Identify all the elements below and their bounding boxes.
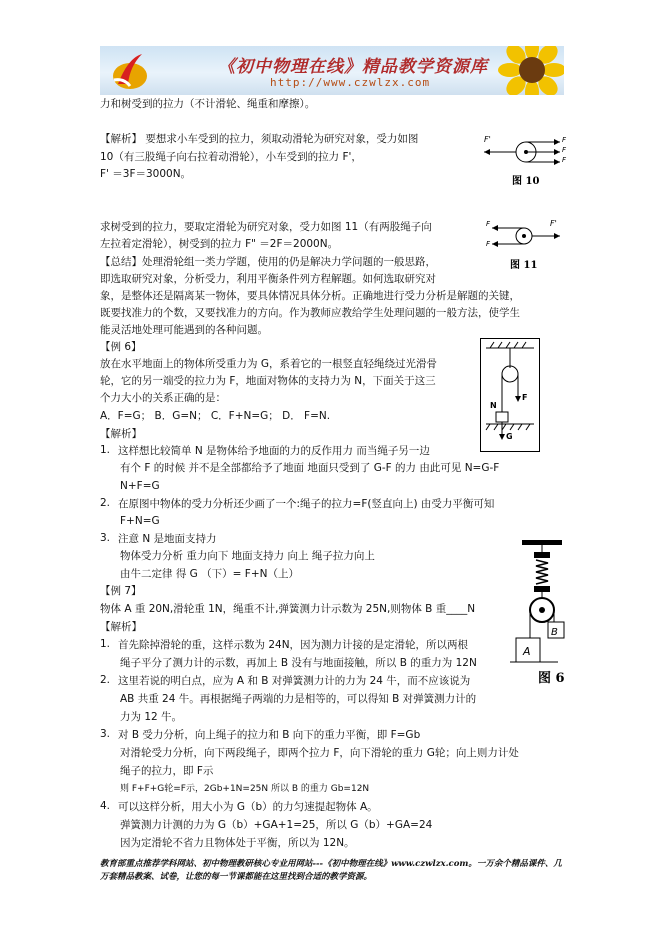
fig10-label-right: F [562, 156, 567, 164]
fig10-caption: 图 10 [512, 176, 540, 187]
text-line: 有个 F 的时候 并不是全部都给予了地面 地面只受到了 G-F 的力 由此可见 N=G-F [120, 462, 500, 474]
fig10-label-right: F [562, 136, 567, 144]
block-A-label: A [523, 645, 531, 658]
text-line: 由牛二定律 得 G （下）= F+N（上） [120, 568, 299, 580]
text-line: 力和树受到的拉力（不计滑轮、绳重和摩擦）。 [100, 98, 316, 110]
list-number: 1. [100, 444, 111, 456]
site-logo-icon [108, 50, 148, 92]
text-line: 物体 A 重 20N,滑轮重 1N，绳重不计,弹簧测力计示数为 25N,则物体 B 重____N [100, 603, 476, 615]
figure-6-spring-balance-pulley [508, 538, 576, 688]
example-6-heading: 【例 6】 [100, 341, 142, 353]
text-line: 注意 N 是地面支持力 [118, 533, 217, 545]
label-F: F [522, 393, 528, 402]
header-title: 《初中物理在线》精品教学资源库 [218, 57, 488, 77]
text-line: 轮，它的另一端受的拉力为 F，地面对物体的支持力为 N，下面关于这三 [100, 375, 436, 387]
text-line: F' ＝3F＝3000N。 [100, 168, 192, 180]
list-number: 3. [100, 532, 111, 544]
header-banner [100, 46, 564, 95]
text-line: AB 共重 24 牛。再根据绳子两端的力是相等的，可以得知 B 对弹簧测力计的 [120, 693, 477, 705]
fig11-label-left: F [486, 240, 491, 248]
text-line: F+N=G [120, 515, 160, 527]
label-N: N [490, 401, 497, 410]
text-line: 能灵活地处理可能遇到的各种问题。 [100, 324, 268, 336]
text-line: 因为定滑轮不省力且物体处于平衡，所以为 12N。 [120, 837, 355, 849]
analysis-heading: 【解析】 [100, 621, 142, 633]
fig6-caption: 图 6 [538, 671, 565, 686]
text-line: 求树受到的拉力，要取定滑轮为研究对象，受力如图 11（有两股绳子向 [100, 221, 432, 233]
text-line: 则 F+F+G轮=F示，2Gb+1N=25N 所以 B 的重力 Gb=12N [120, 784, 370, 794]
sunflower-icon [492, 46, 564, 95]
text-line: 弹簧测力计测的力为 G（b）+GA+1=25，所以 G（b）+GA=24 [120, 819, 433, 831]
list-number: 3. [100, 728, 111, 740]
text-line: 左拉着定滑轮），树受到的拉力 F" ＝2F＝2000N。 [100, 238, 339, 250]
text-line: 首先除掉滑轮的重，这样示数为 24N，因为测力计接的是定滑轮，所以两根 [118, 639, 469, 651]
options-line: A．F=G； B．G=N； C．F+N=G； D． F=N. [100, 410, 331, 422]
text-line: 力为 12 牛。 [120, 711, 183, 723]
text-line: 这里若说的明白点，应为 A 和 B 对弹簧测力计的力为 24 牛，而不应该说为 [118, 675, 471, 687]
list-number: 4. [100, 800, 111, 812]
list-number: 2. [100, 674, 111, 686]
fig10-label-left: F' [484, 135, 491, 144]
text-line: 绳子平分了测力计的示数，再加上 B 没有与地面接触，所以 B 的重力为 12N [120, 657, 477, 669]
fig11-caption: 图 11 [510, 260, 538, 271]
fig10-label-right: F [562, 146, 567, 154]
label-G: G [506, 432, 513, 441]
page-footer: 教育部重点推荐学科网站、初中物理教研核心专业用网站---《初中物理在线》www.czwlzx.com。一万余个精品课件、几万套精品教案、试卷，让您的每一节课都能在这里找到合适的教学资源。 [100, 859, 562, 882]
text-line: 【总结】处理滑轮组一类力学题，使用的仍是解决力学问题的一般思路， [100, 256, 436, 268]
text-line: 这样想比较简单 N 是物体给予地面的力的反作用力 而当绳子另一边 [118, 445, 430, 457]
figure-11-pulley-diagram [484, 214, 572, 272]
figure-10-pulley-diagram [482, 130, 572, 190]
text-line: 【解析】 要想求小车受到的拉力，须取动滑轮为研究对象，受力如图 [100, 133, 419, 145]
analysis-heading: 【解析】 [100, 428, 142, 440]
example-7-heading: 【例 7】 [100, 585, 142, 597]
text-line: 可以这样分析，用大小为 G（b）的力匀速提起物体 A。 [118, 801, 378, 813]
text-line: 10（有三股绳子向右拉着动滑轮），小车受到的拉力 F'， [100, 151, 362, 163]
text-line: 即选取研究对象，分析受力，利用平衡条件列方程解题。如何选取研究对 [100, 273, 436, 285]
text-line: 对滑轮受力分析，向下两段绳子，即两个拉力 F，向下滑轮的重力 G轮；向上则力计处 [120, 747, 519, 759]
list-number: 2. [100, 497, 111, 509]
text-line: 象，是整体还是隔离某一物体，要具体情况具体分析。正确地进行受力分析是解题的关键， [100, 290, 520, 302]
header-url[interactable]: http://www.czwlzx.com [270, 76, 431, 89]
example-6-pulley-figure [480, 338, 540, 452]
text-line: N+F=G [120, 480, 160, 492]
text-line: 放在水平地面上的物体所受重力为 G，系着它的一根竖直轻绳绕过光滑骨 [100, 358, 437, 370]
text-line: 对 B 受力分析，向上绳子的拉力和 B 向下的重力平衡，即 F=Gb [118, 729, 421, 741]
list-number: 1. [100, 638, 111, 650]
text-line: 物体受力分析 重力向下 地面支持力 向上 绳子拉力向上 [120, 550, 375, 562]
text-line: 既要找准力的个数，又要找准力的方向。作为教师应教给学生处理问题的一般方法，使学生 [100, 307, 520, 319]
block-B-label: B [551, 627, 558, 638]
fig11-label-left: F [486, 220, 491, 228]
text-line: 绳子的拉力，即 F示 [120, 765, 214, 777]
text-line: 在原图中物体的受力分析还少画了一个:绳子的拉力=F(竖直向上) 由受力平衡可知 [118, 498, 495, 510]
fig11-label-right: F' [550, 219, 557, 228]
text-line: 个力大小的关系正确的是： [100, 392, 226, 404]
